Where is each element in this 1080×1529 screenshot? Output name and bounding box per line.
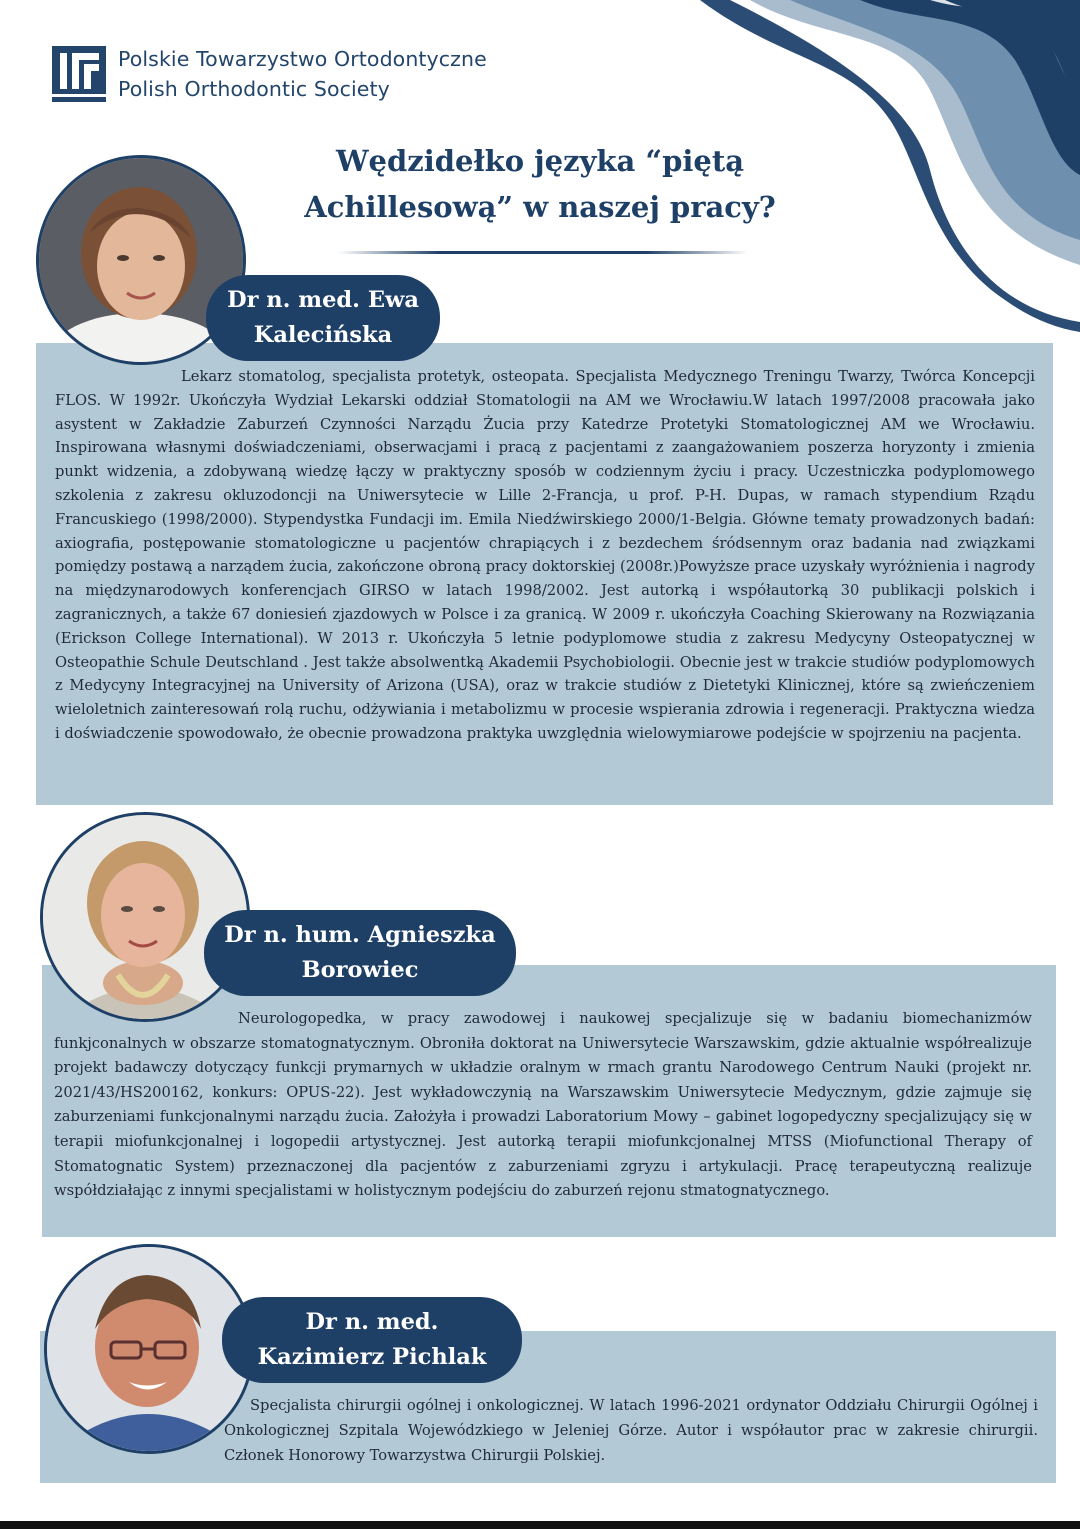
speaker-bio-panel bbox=[36, 343, 1053, 805]
speaker-name: Dr n. med. Ewa Kalecińska bbox=[206, 275, 440, 361]
organization-logo bbox=[52, 44, 487, 104]
speaker-name: Dr n. hum. Agnieszka Borowiec bbox=[204, 910, 516, 996]
title-underline bbox=[338, 251, 748, 254]
brand-name-pl: Polskie Towarzystwo Ortodontyczne bbox=[118, 47, 487, 71]
speaker-bio-text: Specjalista chirurgii ogólnej i onkologicznej. W latach 1996-2021 ordynator Oddziału Chirurgii Ogólnej i Onkologicznej Szpitala Wojewódzkiego w Jeleniej Górze. Autor i współautor prac w zakresie chirurgii. Członek Honorowy Towarzystwa Chirurgii Polskiej. bbox=[224, 1397, 1038, 1464]
page-title: Wędzidełko języka “piętą Achillesową” w naszej pracy? bbox=[304, 144, 776, 224]
speaker-bio-text: Lekarz stomatolog, specjalista protetyk, osteopata. Specjalista Medycznego Treningu Twarzy, Twórca Koncepcji FLOS. W 1992r. Ukończyła Wydział Lekarski oddział Stomatologii na AM we Wrocławiu.W latach 1997/2008 pracowała jako asystent w Zakładzie Zaburzeń Czynności Narządu Żucia przy Katedrze Protetyki Stomatologicznej AM we Wrocławiu. Inspirowana własnymi doświadczeniami, obserwacjami i pracą z pacjentami z zaangażowaniem poszerza horyzonty i zmienia punkt widzenia, a zdobywaną wiedzę łączy w praktyczny sposób w codziennym życiu i pracy. Uczestniczka podyplomowego szkolenia z zakresu okluzodoncji na Uniwersytecie w Lille 2-Francja, u prof. P-H. Dupas, w ramach stypendium Rządu Francuskiego (1998/2000). Stypendystka Fundacji im. Emila Niedźwirskiego 2000/1-Belgia. Główne tematy prowadzonych badań: axiografia, postępowanie stomatologiczne u pacjentów chrapiących i z bezdechem śródsennym oraz badania nad związkami pomiędzy postawą a narządem żucia, zakończone obroną pracy doktorskiej (2008r.)Powyższe prace uzyskały wyróżnienia i nagrody na międzynarodowych konferencjach GIRSO w latach 1998/2002. Jest autorką i współautorką 30 publikacji polskich i zagranicznych, a także 67 doniesień zjazdowych w Polsce i za granicą. W 2009 r. ukończyła Coaching Skierowany na Rozwiązania (Erickson College International). W 2013 r. Ukończyła 5 letnie podyplomowe studia z zakresu Medycyny Osteopatycznej w Osteopathie Schule Deutschland . Jest także absolwentką Akademii Psychobiologii. Obecnie jest w trakcie studiów podyplomowych z Medycyny Integracyjnej na University of Arizona (USA), oraz w trakcie studiów z Dietetyki Klinicznej, które są zwieńczeniem wieloletnich zainteresowań rolą ruchu, odżywiania i metabolizmu w procesie wspierania zdrowia i regeneracji. Praktyczna wiedza i doświadczenie spowodowało, że obecnie prowadzona praktyka uwzględnia wielowymiarowe podejście w spojrzeniu na pacjenta. bbox=[55, 368, 1035, 742]
speaker-photo bbox=[40, 812, 250, 1022]
speaker-bio-text: Neurologopedka, w pracy zawodowej i naukowej specjalizuje się w badaniu biomechanizmów funkjconalnych w obszarze stomatognatycznym. Obroniła doktorat na Uniwersytecie Warszawskim, gdzie aktualnie współrealizuje projekt badawczy dotyczący funkcji prymarnych w układzie oralnym w rmach grantu Narodowego Centrum Nauki (projekt nr. 2021/43/HS200162, konkurs: OPUS-22). Jest wykładowczynią na Warszawskim Uniwersytecie Medycznym, gdzie zajmuje się zaburzeniami funkcjonalnymi narządu żucia. Założyła i prowadzi Laboratorium Mowy – gabinet logopedyczny specjalizujący się w terapii miofunkcjonalnej i logopedii artystycznej. Jest autorką terapii miofunkcjonalnej MTSS (Miofunctional Therapy of Stomatognatic System) przeznaczonej dla pacjentów z zaburzeniami zgryzu i artykulacji. Pracę terapeutyczną realizuje współdziałając z innymi specjalistami w holistycznym podejściu do zaburzeń rejonu stmatognatycznego. bbox=[54, 1010, 1032, 1200]
speaker-name: Dr n. med. Kazimierz Pichlak bbox=[222, 1297, 522, 1383]
bottom-bar bbox=[0, 1521, 1080, 1529]
pto-logo-icon bbox=[52, 46, 106, 102]
brand-name-en: Polish Orthodontic Society bbox=[118, 77, 390, 101]
